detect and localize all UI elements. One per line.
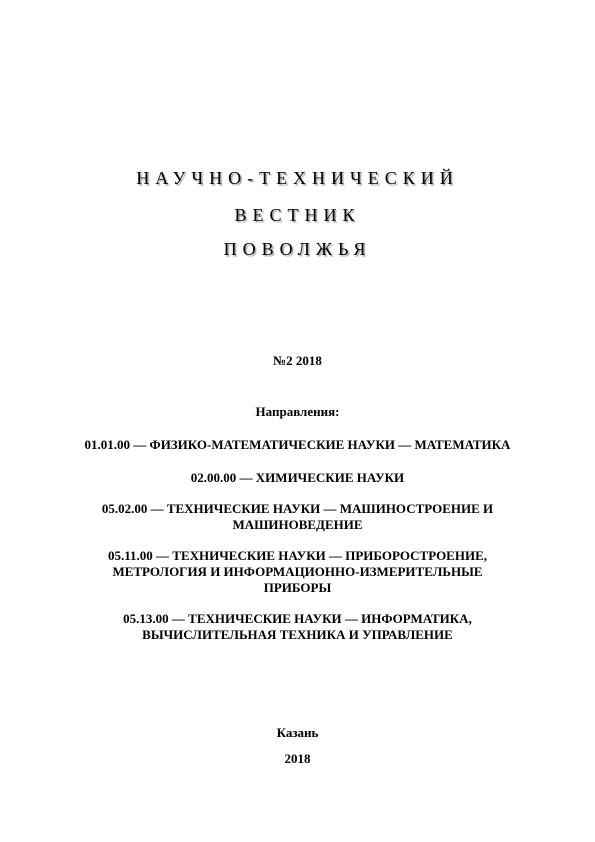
direction-item-instrument-engineering bbox=[40, 548, 555, 596]
direction-line: 01.01.00 — ФИЗИКО-МАТЕМАТИЧЕСКИЕ НАУКИ — МАТЕМАТИКА bbox=[84, 437, 511, 452]
journal-title-line-3: ПОВОЛЖЬЯ bbox=[223, 239, 372, 259]
direction-line: 05.02.00 — ТЕХНИЧЕСКИЕ НАУКИ — МАШИНОСТРОЕНИЕ И bbox=[101, 501, 494, 516]
direction-line: ВЫЧИСЛИТЕЛЬНАЯ ТЕХНИКА И УПРАВЛЕНИЕ bbox=[142, 627, 453, 642]
direction-line: МАШИНОВЕДЕНИЕ bbox=[232, 517, 363, 532]
issue-number: №2 2018 bbox=[273, 353, 322, 368]
journal-title-line-1: НАУЧНО-ТЕХНИЧЕСКИЙ bbox=[136, 168, 459, 188]
direction-line: МЕТРОЛОГИЯ И ИНФОРМАЦИОННО-ИЗМЕРИТЕЛЬНЫЕ bbox=[112, 564, 483, 579]
direction-item-mechanical-engineering bbox=[40, 501, 555, 533]
direction-item-chemistry bbox=[40, 470, 555, 486]
publication-city: Казань bbox=[276, 725, 319, 740]
publication-year: 2018 bbox=[284, 751, 311, 766]
direction-item-math bbox=[40, 437, 555, 453]
journal-title-line-2: ВЕСТНИК bbox=[234, 205, 361, 225]
direction-line: 05.11.00 — ТЕХНИЧЕСКИЕ НАУКИ — ПРИБОРОСТРОЕНИЕ, bbox=[108, 548, 487, 563]
direction-line: 05.13.00 — ТЕХНИЧЕСКИЕ НАУКИ — ИНФОРМАТИКА, bbox=[123, 611, 472, 626]
direction-line: 02.00.00 — ХИМИЧЕСКИЕ НАУКИ bbox=[190, 470, 405, 485]
direction-line: ПРИБОРЫ bbox=[263, 580, 332, 595]
direction-item-informatics bbox=[40, 611, 555, 643]
directions-heading: Направления: bbox=[255, 404, 340, 419]
